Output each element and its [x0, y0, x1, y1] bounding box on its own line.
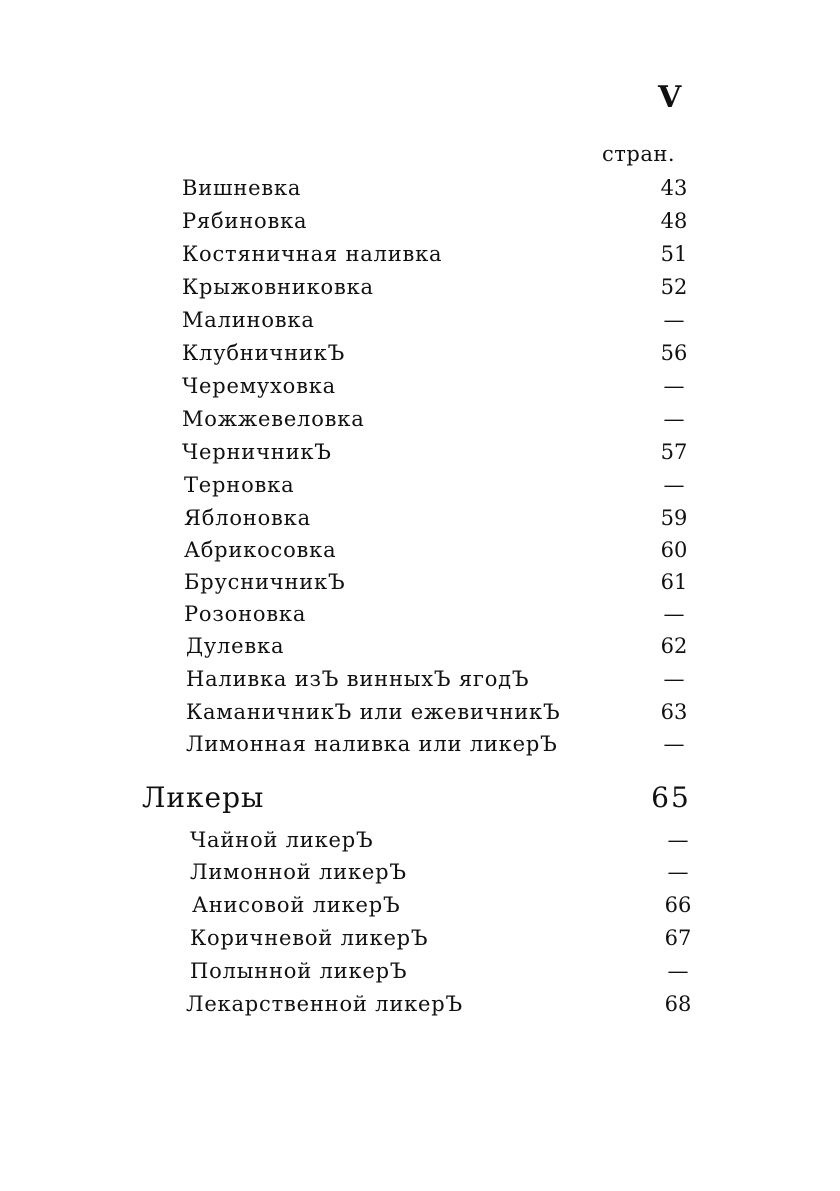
toc-entry-title: Наливка изЪ винныхЪ ягодЪ	[186, 667, 530, 691]
toc-entry-page: 56	[660, 341, 688, 365]
toc-entry-title: Анисовой ликерЪ	[192, 893, 401, 917]
toc-entry-page: 60	[660, 538, 688, 562]
toc-entry-title: Яблоновка	[184, 506, 311, 530]
toc-entry-page: 48	[660, 209, 688, 233]
toc-entry-title: Вишневка	[182, 176, 302, 200]
toc-entry-title: Можжевеловка	[182, 407, 365, 431]
toc-entry-page: 43	[660, 176, 688, 200]
toc-entry-title: Крыжовниковка	[182, 275, 374, 299]
toc-entry-page: 63	[660, 700, 688, 724]
toc-entry-page: —	[667, 828, 689, 852]
toc-entry-page: —	[663, 667, 685, 691]
toc-entry-title: Терновка	[184, 473, 295, 497]
toc-entry-title: Лимонной ликерЪ	[190, 860, 407, 884]
toc-entry-title: Лекарственной ликерЪ	[186, 992, 463, 1016]
toc-entry-page: —	[663, 602, 685, 626]
toc-entry-page: 57	[660, 440, 688, 464]
toc-entry-title: Рябиновка	[182, 209, 308, 233]
toc-entry-title: ЧерничникЪ	[182, 440, 332, 464]
toc-entry-title: Лимонная наливка или ликерЪ	[186, 732, 558, 756]
toc-entry-title: Костяничная наливка	[182, 242, 443, 266]
toc-entry-title: КаманичникЪ или ежевичникЪ	[186, 700, 561, 724]
toc-entry-page: 66	[664, 893, 692, 917]
toc-section-title: Ликеры	[142, 781, 265, 814]
toc-entry-page: 67	[664, 926, 692, 950]
toc-entry-title: Малиновка	[182, 308, 315, 332]
toc-entry-title: Абрикосовка	[184, 538, 337, 562]
toc-entry-title: Полынной ликерЪ	[190, 959, 408, 983]
toc-section-page: 65	[651, 781, 691, 814]
toc-entry-page: —	[663, 308, 685, 332]
page-column-header: стран.	[602, 142, 676, 166]
toc-entry-page: 59	[660, 506, 688, 530]
toc-entry-page: 68	[664, 992, 692, 1016]
toc-entry-page: 51	[660, 242, 688, 266]
toc-entry-title: Коричневой ликерЪ	[190, 926, 429, 950]
toc-entry-page: —	[667, 959, 689, 983]
toc-entry-page: 62	[660, 634, 688, 658]
page-number: V	[658, 80, 682, 115]
toc-entry-title: КлубничникЪ	[182, 341, 346, 365]
toc-entry-title: Розоновка	[184, 602, 307, 626]
toc-entry-title: БрусничникЪ	[184, 570, 346, 594]
toc-entry-title: Чайной ликерЪ	[190, 828, 374, 852]
toc-entry-title: Черемуховка	[182, 374, 336, 398]
toc-entry-page: —	[663, 407, 685, 431]
toc-entry-page: 61	[660, 570, 688, 594]
toc-entry-page: —	[667, 860, 689, 884]
toc-entry-page: —	[663, 473, 685, 497]
toc-entry-title: Дулевка	[186, 634, 285, 658]
toc-entry-page: —	[663, 732, 685, 756]
toc-entry-page: —	[663, 374, 685, 398]
toc-entry-page: 52	[660, 275, 688, 299]
